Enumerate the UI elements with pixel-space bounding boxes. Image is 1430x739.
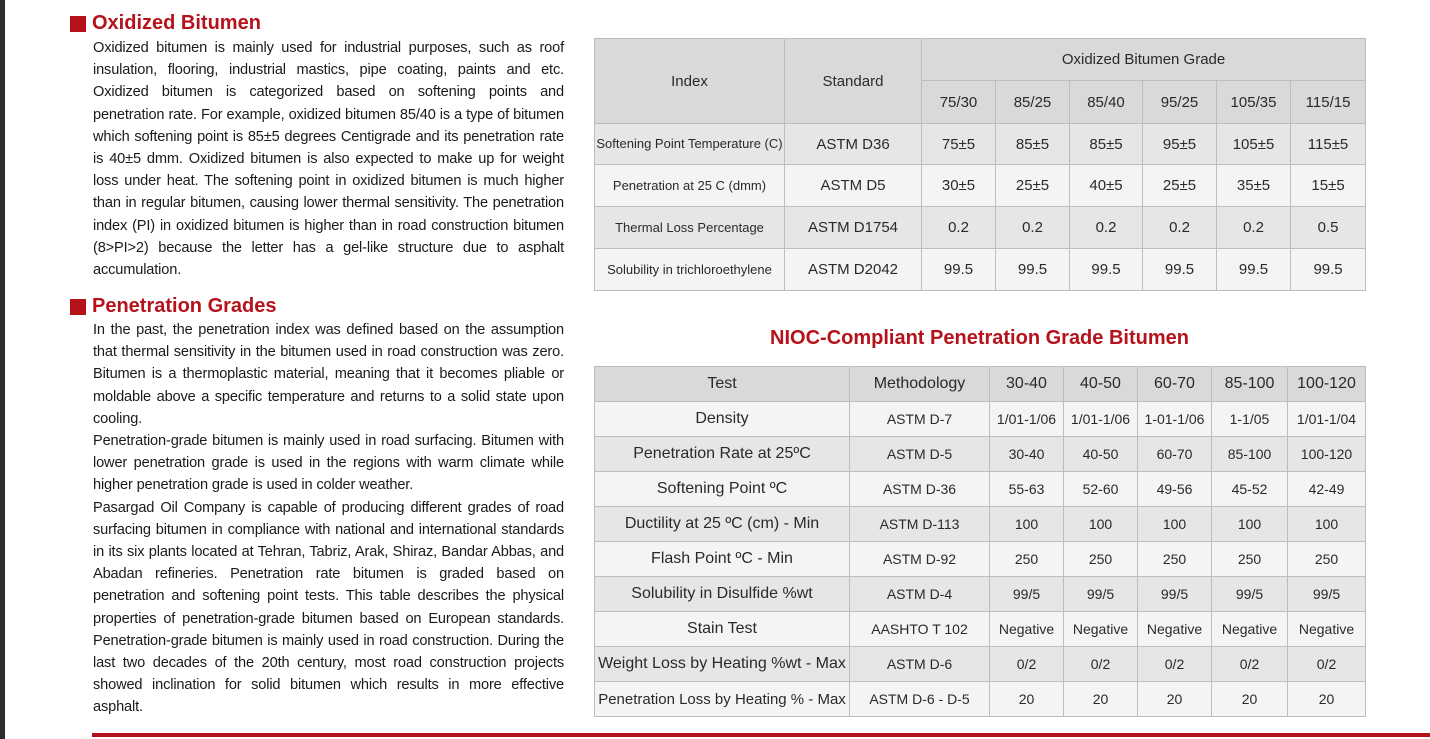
row-method: ASTM D-6 — [850, 647, 990, 682]
cell-value: 60-70 — [1138, 437, 1212, 472]
row-method: AASHTO T 102 — [850, 612, 990, 647]
cell-value: 40-50 — [1064, 437, 1138, 472]
cell-value: 115±5 — [1291, 124, 1366, 165]
row-test: Weight Loss by Heating %wt - Max — [595, 647, 850, 682]
table-row — [595, 207, 1366, 249]
cell-value: 20 — [1138, 682, 1212, 717]
row-index: Solubility in trichloroethylene — [595, 249, 785, 291]
row-method: ASTM D-5 — [850, 437, 990, 472]
cell-value: 99.5 — [922, 249, 996, 291]
cell-value: 0/2 — [1138, 647, 1212, 682]
cell-value: 1-01-1/06 — [1138, 402, 1212, 437]
cell-value: 100 — [1064, 507, 1138, 542]
cell-value: 0/2 — [1064, 647, 1138, 682]
cell-value: 100 — [1138, 507, 1212, 542]
cell-value: 30-40 — [990, 437, 1064, 472]
row-test: Flash Point ºC - Min — [595, 542, 850, 577]
grade-header: 75/30 — [922, 81, 996, 124]
grade-header: 85/40 — [1070, 81, 1143, 124]
row-test: Ductility at 25 ºC (cm) - Min — [595, 507, 850, 542]
cell-value: 99/5 — [1212, 577, 1288, 612]
header-test: Test — [595, 367, 850, 402]
row-method: ASTM D-92 — [850, 542, 990, 577]
table-row — [595, 682, 1366, 717]
cell-value: 0.5 — [1291, 207, 1366, 249]
cell-value: 15±5 — [1291, 165, 1366, 207]
header-standard: Standard — [785, 39, 922, 124]
left-edge-bar — [0, 0, 5, 739]
table-row — [595, 249, 1366, 291]
penetration-section-heading — [70, 295, 277, 318]
row-test: Softening Point ºC — [595, 472, 850, 507]
table-row — [595, 124, 1366, 165]
table-row — [595, 507, 1366, 542]
cell-value: 99/5 — [1064, 577, 1138, 612]
header-grade-group: Oxidized Bitumen Grade — [922, 39, 1366, 81]
oxidized-paragraph: Oxidized bitumen is mainly used for industrial purposes, such as roof insulation, flooring, industrial mastics, pipe coating, paints and etc. Oxidized bitumen is categorized based on softening points and penetration rate. For example, oxidized bitumen 85/40 is a type of bitumen which softening point is 85±5 degrees Centigrade and its penetration rate is 40±5 dmm. Oxidized bitumen is also expected to make up for weight loss under heat. The softening point in oxidized bitumen is much higher than in regular bitumen, causing lower thermal sensitivity. The penetration index (PI) in oxidized bitumen is higher than in road construction bitumen (8>PI>2) because the letter has a gel-like structure due to asphalt accumulation. — [93, 40, 564, 279]
cell-value: 99.5 — [1217, 249, 1291, 291]
row-test: Penetration Loss by Heating % - Max — [595, 682, 850, 717]
header-methodology: Methodology — [850, 367, 990, 402]
cell-value: 100 — [990, 507, 1064, 542]
grade-header: 85/25 — [996, 81, 1070, 124]
cell-value: 85-100 — [1212, 437, 1288, 472]
grade-header: 95/25 — [1143, 81, 1217, 124]
penetration-description — [93, 319, 564, 719]
penetration-grade-table — [594, 366, 1366, 717]
row-method: ASTM D-36 — [850, 472, 990, 507]
cell-value: 25±5 — [1143, 165, 1217, 207]
row-index: Penetration at 25 C (dmm) — [595, 165, 785, 207]
cell-value: 99/5 — [1288, 577, 1366, 612]
header-grade: 30-40 — [990, 367, 1064, 402]
oxidized-section-heading — [70, 12, 261, 35]
cell-value: 0.2 — [1070, 207, 1143, 249]
cell-value: 105±5 — [1217, 124, 1291, 165]
cell-value: 0/2 — [990, 647, 1064, 682]
cell-value: 0.2 — [996, 207, 1070, 249]
cell-value: 99.5 — [996, 249, 1070, 291]
grade-header: 115/15 — [1291, 81, 1366, 124]
cell-value: Negative — [990, 612, 1064, 647]
oxidized-section-title: Oxidized Bitumen — [92, 12, 261, 34]
table-header-row — [595, 367, 1366, 402]
row-index: Thermal Loss Percentage — [595, 207, 785, 249]
cell-value: Negative — [1288, 612, 1366, 647]
row-standard: ASTM D36 — [785, 124, 922, 165]
table-row — [595, 647, 1366, 682]
cell-value: 100 — [1212, 507, 1288, 542]
row-test: Penetration Rate at 25ºC — [595, 437, 850, 472]
penetration-paragraph-3: Pasargad Oil Company is capable of producing different grades of road surfacing bitumen in compliance with national and international standards in its six plants located at Tehran, Tabriz, Arak, Shiraz, Bandar Abbas, and Abadan refineries. Penetration rate bitumen is graded based on penetration and softening point tests. This table describes the physical properties of penetration-grade bitumen based on European standards. Penetration-grade bitumen is mainly used in road construction. During the last two decades of the 20th century, most road construction projects showed inclination for solid bitumen which results in more effective asphalt. — [93, 499, 564, 716]
cell-value: 95±5 — [1143, 124, 1217, 165]
cell-value: 250 — [1288, 542, 1366, 577]
row-method: ASTM D-4 — [850, 577, 990, 612]
oxidized-grade-table — [594, 38, 1366, 291]
row-test: Solubility in Disulfide %wt — [595, 577, 850, 612]
row-index: Softening Point Temperature (C) — [595, 124, 785, 165]
cell-value: 42-49 — [1288, 472, 1366, 507]
cell-value: 35±5 — [1217, 165, 1291, 207]
row-test: Stain Test — [595, 612, 850, 647]
cell-value: Negative — [1212, 612, 1288, 647]
cell-value: 25±5 — [996, 165, 1070, 207]
cell-value: 250 — [1212, 542, 1288, 577]
cell-value: 99.5 — [1291, 249, 1366, 291]
penetration-section-title: Penetration Grades — [92, 295, 277, 317]
cell-value: Negative — [1138, 612, 1212, 647]
cell-value: 49-56 — [1138, 472, 1212, 507]
penetration-table-title: NIOC-Compliant Penetration Grade Bitumen — [770, 327, 1189, 349]
cell-value: 20 — [1288, 682, 1366, 717]
table-row — [595, 542, 1366, 577]
table-row — [595, 437, 1366, 472]
cell-value: 99/5 — [1138, 577, 1212, 612]
cell-value: 250 — [990, 542, 1064, 577]
cell-value: 99.5 — [1070, 249, 1143, 291]
header-grade: 60-70 — [1138, 367, 1212, 402]
cell-value: 52-60 — [1064, 472, 1138, 507]
cell-value: 0/2 — [1288, 647, 1366, 682]
row-method: ASTM D-7 — [850, 402, 990, 437]
row-method: ASTM D-113 — [850, 507, 990, 542]
cell-value: 99.5 — [1143, 249, 1217, 291]
cell-value: 1-1/05 — [1212, 402, 1288, 437]
row-test: Density — [595, 402, 850, 437]
row-standard: ASTM D2042 — [785, 249, 922, 291]
cell-value: 85±5 — [996, 124, 1070, 165]
cell-value: 100-120 — [1288, 437, 1366, 472]
row-method: ASTM D-6 - D-5 — [850, 682, 990, 717]
cell-value: 1/01-1/06 — [990, 402, 1064, 437]
header-grade: 40-50 — [1064, 367, 1138, 402]
table-row — [595, 472, 1366, 507]
table-row — [595, 402, 1366, 437]
table-row — [595, 612, 1366, 647]
cell-value: 85±5 — [1070, 124, 1143, 165]
oxidized-description — [93, 37, 564, 281]
table-header-row — [595, 39, 1366, 81]
bottom-divider — [92, 733, 1430, 737]
cell-value: 1/01-1/06 — [1064, 402, 1138, 437]
square-bullet-icon — [70, 299, 86, 315]
row-standard: ASTM D1754 — [785, 207, 922, 249]
penetration-paragraph-2: Penetration-grade bitumen is mainly used in road surfacing. Bitumen with lower penetration grade is used in the regions with warm climate while higher penetration grade is used in colder weather. — [93, 433, 564, 494]
cell-value: 55-63 — [990, 472, 1064, 507]
cell-value: 0.2 — [1217, 207, 1291, 249]
row-standard: ASTM D5 — [785, 165, 922, 207]
penetration-paragraph-1: In the past, the penetration index was defined based on the assumption that thermal sensitivity in the bitumen used in road construction was zero. Bitumen is a thermoplastic material, meaning that it becomes pliable or moldable above a specific temperature and returns to a solid state upon cooling. — [93, 322, 564, 427]
cell-value: 75±5 — [922, 124, 996, 165]
header-grade: 100-120 — [1288, 367, 1366, 402]
cell-value: 0.2 — [922, 207, 996, 249]
cell-value: 0.2 — [1143, 207, 1217, 249]
header-index: Index — [595, 39, 785, 124]
square-bullet-icon — [70, 16, 86, 32]
grade-header: 105/35 — [1217, 81, 1291, 124]
cell-value: 20 — [1212, 682, 1288, 717]
cell-value: 99/5 — [990, 577, 1064, 612]
header-grade: 85-100 — [1212, 367, 1288, 402]
cell-value: 250 — [1064, 542, 1138, 577]
cell-value: 45-52 — [1212, 472, 1288, 507]
cell-value: 250 — [1138, 542, 1212, 577]
cell-value: 0/2 — [1212, 647, 1288, 682]
cell-value: 20 — [1064, 682, 1138, 717]
table-row — [595, 577, 1366, 612]
cell-value: 1/01-1/04 — [1288, 402, 1366, 437]
cell-value: Negative — [1064, 612, 1138, 647]
cell-value: 30±5 — [922, 165, 996, 207]
cell-value: 100 — [1288, 507, 1366, 542]
table-row — [595, 165, 1366, 207]
cell-value: 40±5 — [1070, 165, 1143, 207]
cell-value: 20 — [990, 682, 1064, 717]
